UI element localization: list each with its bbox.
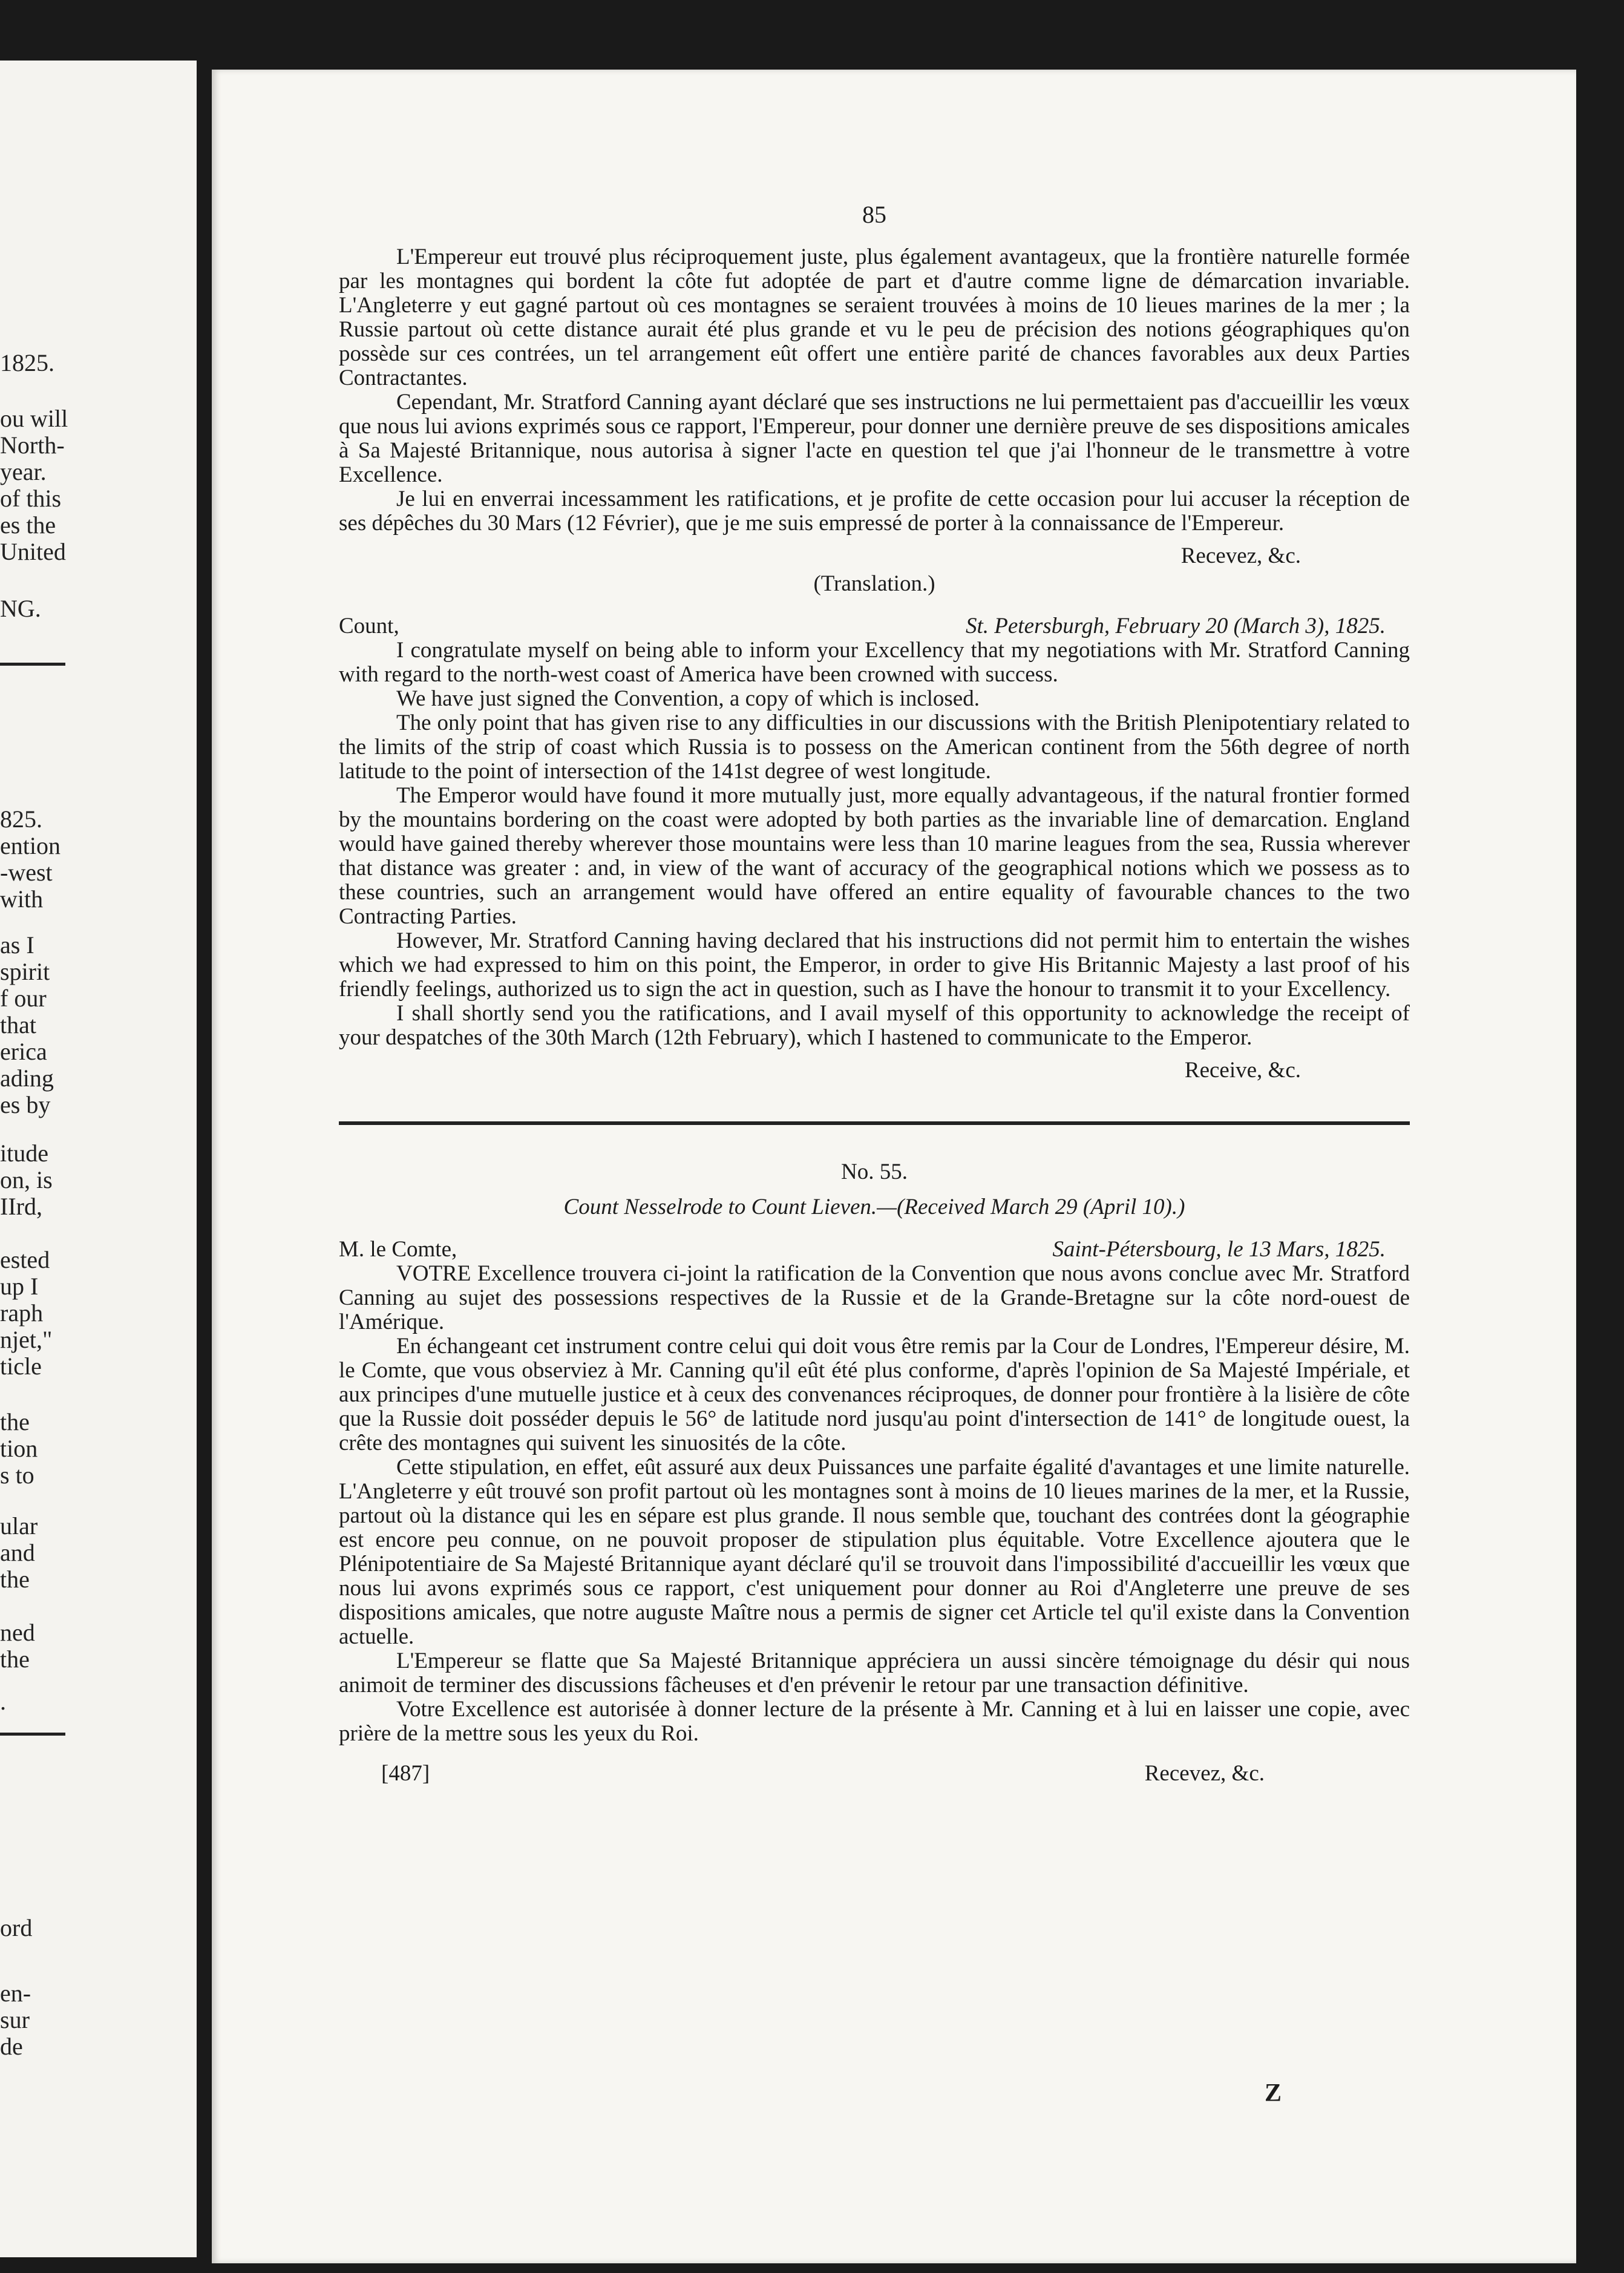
translation-label: (Translation.)	[813, 571, 935, 596]
paragraph: L'Empereur se flatte que Sa Majesté Britannique appréciera un aussi sincère témoignage du désir qui nous animoit de terminer des discussions fâcheuses et d'en prévenir le retour par une transaction définitive.	[339, 1648, 1410, 1697]
closing: Receive, &c.	[1184, 1058, 1301, 1083]
document-heading: Count Nesselrode to Count Lieven.—(Received March 29 (April 10).)	[563, 1195, 1185, 1219]
left-fragment: es by	[0, 1091, 51, 1118]
paragraph: The Emperor would have found it more mutually just, more equally advantageous, if the natural frontier formed by the mountains bordering on the coast were adopted by both parties as the invariable line of demarcation. England would have gained thereby wherever those mountains were less than 10 marine leagues from the sea, Russia wherever that distance was greater : and, in view of the want of accuracy of the geographical notions which we possess as to these countries, such an arrangement would have offered an entire equality of favourable chances to the two Contracting Parties.	[339, 783, 1410, 929]
left-fragment: United	[0, 538, 66, 565]
page-number: 85	[862, 201, 886, 228]
left-fragment: njet,"	[0, 1326, 53, 1353]
letter-date: St. Petersburgh, February 20 (March 3), 1825.	[966, 614, 1386, 638]
left-fragment: ord	[0, 1914, 33, 1941]
page-footer	[339, 1762, 1410, 1786]
left-fragment: ading	[0, 1064, 54, 1092]
left-fragment: and	[0, 1539, 35, 1566]
left-fragment: the	[0, 1645, 30, 1673]
left-fragment: es the	[0, 511, 56, 539]
left-fragment: ou will	[0, 405, 68, 432]
left-fragment: year.	[0, 458, 47, 485]
left-fragment: en-	[0, 1979, 31, 2007]
left-fragment: the	[0, 1408, 30, 1435]
paragraph: Cependant, Mr. Stratford Canning ayant déclaré que ses instructions ne lui permettaient pas d'accueillir les vœux que nous lui avions exprimés sous ce rapport, l'Empereur, pour donner une dernière preuve de ses dispositions amicales à Sa Majesté Britannique, nous autorisa à signer l'acte en question tel que j'ai l'honneur de le transmettre à votre Excellence.	[339, 390, 1410, 487]
left-divider	[0, 1733, 65, 1736]
left-page-edge	[0, 61, 197, 2257]
paragraph: En échangeant cet instrument contre celui qui doit vous être remis par la Cour de Londres, l'Empereur désire, M. le Comte, que vous observiez à Mr. Canning qu'il eût été plus conforme, d'après l'opinion de Sa Majesté Impériale, et aux principes d'une mutuelle justice et à ceux des convenances réciproques, de donner pour frontière à la lisière de côte que la Russie doit posséder depuis le 56° de latitude nord jusqu'au point d'intersection de 141° de longitude ouest, la crête des montagnes qui suivent les sinuosités de la côte.	[339, 1334, 1410, 1455]
paragraph: Cette stipulation, en effet, eût assuré aux deux Puissances une parfaite égalité d'avantages et une limite naturelle. L'Angleterre y eût trouvé son profit partout où les montagnes sont à moins de 10 lieues marines de la mer, et la Russie, partout où la distance qui les en sépare est plus grande. Il nous semble que, touchant des contrées dont la géographie est encore peu connue, on ne pouvoit proposer de stipulation plus équitable. Votre Excellence ajoutera que le Plénipotentiaire de Sa Majesté Britannique ayant déclaré qu'il se trouvoit dans l'impossibilité d'accueillir les vœux que nous lui avons exprimés sous ce rapport, c'est uniquement pour donner au Roi d'Angleterre une preuve de ses dispositions amicales, que notre auguste Maître nous a permis de signer cet Article tel qu'il existe dans la Convention actuelle.	[339, 1455, 1410, 1649]
left-fragment: ned	[0, 1619, 35, 1646]
left-fragment: f our	[0, 985, 47, 1012]
left-fragment: with	[0, 885, 44, 913]
paragraph: However, Mr. Stratford Canning having declared that his instructions did not permit him to entertain the wishes which we had expressed to him on this point, the Emperor, in order to give His Britannic Majesty a last proof of his friendly feelings, authorized us to sign the act in question, such as I have the honour to transmit it to your Excellency.	[339, 928, 1410, 1002]
paragraph: I shall shortly send you the ratifications, and I avail myself of this opportunity to acknowledge the receipt of your despatches of the 30th March (12th February), which I hastened to communicate to the Emperor.	[339, 1001, 1410, 1050]
print-code: [487]	[381, 1761, 430, 1786]
left-fragment: ular	[0, 1512, 38, 1540]
left-fragment: the	[0, 1566, 30, 1593]
dateline	[339, 1238, 1410, 1262]
left-fragment: as I	[0, 931, 34, 959]
closing: Recevez, &c.	[1144, 1761, 1265, 1786]
paragraph: L'Empereur eut trouvé plus réciproquement juste, plus également avantageux, que la frontière naturelle formée par les montagnes qui bordent la côte fut adoptée de part et d'autre comme ligne de démarcation invariable. L'Angleterre y eut gagné partout où ces montagnes se seraient trouvées à moins de 10 lieues marines de la mer ; la Russie partout où cette distance aurait été plus grande et vu le peu de précision des notions géographiques qu'on possède sur ces contrées, un tel arrangement eût offert une entière parité de chances favorables aux deux Parties Contractantes.	[339, 244, 1410, 390]
left-fragment: raph	[0, 1299, 44, 1327]
main-page	[212, 70, 1576, 2263]
paragraph: VOTRE Excellence trouvera ci-joint la ratification de la Convention que nous avons conclue avec Mr. Stratford Canning au sujet des possessions respectives de la Russie et de la Grande-Bretagne sur la côte nord-ouest de l'Amérique.	[339, 1261, 1410, 1334]
left-fragment: tion	[0, 1435, 38, 1462]
left-fragment: itude	[0, 1140, 48, 1167]
section-divider	[339, 1121, 1410, 1125]
paragraph: The only point that has given rise to any difficulties in our discussions with the British Plenipotentiary related to the limits of the strip of coast which Russia is to possess on the American continent from the 56th degree of north latitude to the point of intersection of the 141st degree of west longitude.	[339, 710, 1410, 784]
left-fragment: of this	[0, 485, 62, 512]
left-fragment: -west	[0, 859, 53, 886]
left-fragment: ested	[0, 1246, 50, 1273]
paragraph: I congratulate myself on being able to inform your Excellency that my negotiations with Mr. Stratford Canning with regard to the north-west coast of America have been crowned with success.	[339, 638, 1410, 687]
left-fragment: North-	[0, 431, 65, 459]
dateline	[339, 614, 1410, 638]
salutation: Count,	[339, 614, 399, 638]
left-fragment: s to	[0, 1461, 34, 1489]
translation	[339, 614, 1410, 1083]
left-fragment: up I	[0, 1273, 39, 1300]
closing: Recevez, &c.	[1180, 543, 1301, 568]
paragraph: Je lui en enverrai incessamment les ratifications, et je profite de cette occasion pour lui accuser la réception de ses dépêches du 30 Mars (12 Février), que je me suis empressé de porter à la connaissance de l'Empereur.	[339, 487, 1410, 536]
document-no-55	[339, 1160, 1410, 1786]
left-fragment: erica	[0, 1038, 47, 1065]
left-fragment: sur	[0, 2006, 30, 2033]
signature-letter: Z	[1265, 2079, 1282, 2107]
left-fragment: .	[0, 1688, 6, 1715]
left-fragment: IIrd,	[0, 1193, 42, 1220]
left-fragment: on, is	[0, 1166, 53, 1193]
left-fragment: ticle	[0, 1353, 42, 1380]
left-divider	[0, 663, 65, 666]
paragraph: Votre Excellence est autorisée à donner lecture de la présente à Mr. Canning et à lui en laisser une copie, avec prière de la mettre sous les yeux du Roi.	[339, 1697, 1410, 1746]
salutation: M. le Comte,	[339, 1237, 457, 1262]
left-fragment: ention	[0, 832, 61, 859]
left-fragment: spirit	[0, 958, 50, 985]
letter-date: Saint-Pétersbourg, le 13 Mars, 1825.	[1052, 1237, 1386, 1262]
french-letter-top	[339, 245, 1410, 536]
left-fragment: that	[0, 1011, 36, 1038]
left-fragment: 825.	[0, 805, 42, 833]
document-number: No. 55.	[841, 1159, 908, 1184]
paragraph: We have just signed the Convention, a copy of which is inclosed.	[396, 686, 980, 711]
left-fragment: de	[0, 2033, 23, 2060]
page-content	[339, 203, 1410, 1786]
left-fragment: NG.	[0, 595, 41, 622]
left-fragment: 1825.	[0, 349, 54, 376]
